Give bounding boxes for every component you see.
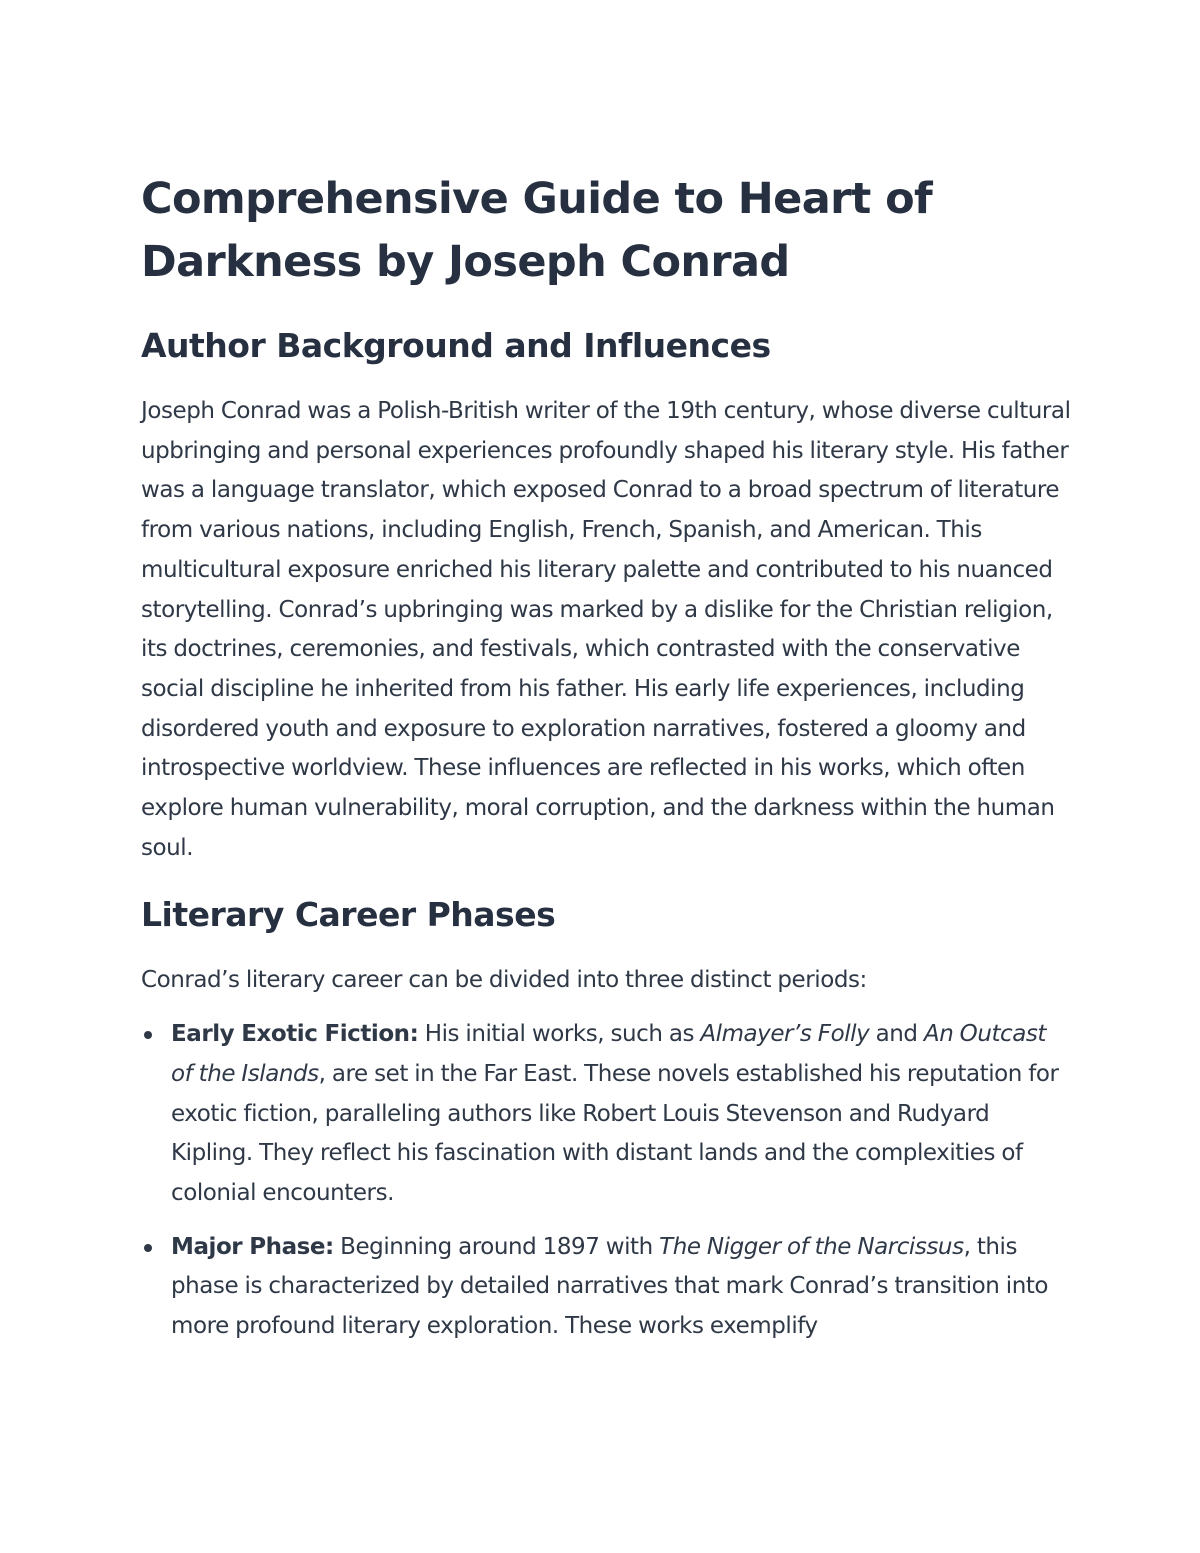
bullet-icon	[144, 1031, 152, 1039]
bullet-text: Beginning around 1897 with	[333, 1233, 660, 1260]
document-page	[141, 168, 1071, 1361]
literary-career-intro: Conrad’s literary career can be divided into three distinct periods:	[141, 967, 867, 994]
bullet-text: , are set in the Far East. These novels established his reputation for exotic fiction, paralleling authors like Robert Louis Stevenson and Rudyard Kipling. They reflect his fascination with distant lands and the complexities of colonial encounters.	[171, 1060, 1059, 1206]
bullet-text: , this phase is characterized by detailed narratives that mark Conrad’s transition into more profound literary exploration. These works exemplify	[171, 1233, 1049, 1340]
list-item-major-phase	[141, 1228, 1071, 1347]
document-title	[141, 168, 1071, 294]
bullet-text: and	[869, 1021, 924, 1048]
bullet-term: Early Exotic Fiction:	[171, 1021, 419, 1048]
work-title: An Outcast of the Islands	[171, 1021, 1046, 1087]
section-heading-author-background: Author Background and Influences	[141, 326, 771, 365]
document-title-line-1: Comprehensive Guide to Heart of	[141, 174, 933, 224]
bullet-term: Major Phase:	[171, 1233, 334, 1260]
work-title: The Nigger of the Narcissus	[659, 1233, 964, 1260]
work-title: Almayer’s Folly	[700, 1021, 870, 1048]
section-heading-literary-career: Literary Career Phases	[141, 895, 556, 935]
document-title-line-2: Darkness by Joseph Conrad	[141, 237, 790, 287]
author-background-paragraph: Joseph Conrad was a Polish-British writer of the 19th century, whose diverse cultural upbringing and personal experiences profoundly shaped his literary style. His father was a language translator, which exposed Conrad to a broad spectrum of literature from various nations, including English, French, Spanish, and American. This multicultural exposure enriched his literary palette and contributed to his nuanced storytelling. Conrad’s upbringing was marked by a dislike for the Christian religion, its doctrines, ceremonies, and festivals, which contrasted with the conservative social discipline he inherited from his father. His early life experiences, including disordered youth and exposure to exploration narratives, fostered a gloomy and introspective worldview. These influences are reflected in his works, which often explore human vulnerability, moral corruption, and the darkness within the human soul.	[141, 398, 1071, 861]
bullet-icon	[144, 1244, 152, 1252]
list-item-early-exotic-fiction	[141, 1015, 1071, 1214]
career-phases-list	[141, 1015, 1071, 1347]
bullet-text: His initial works, such as	[418, 1021, 701, 1048]
